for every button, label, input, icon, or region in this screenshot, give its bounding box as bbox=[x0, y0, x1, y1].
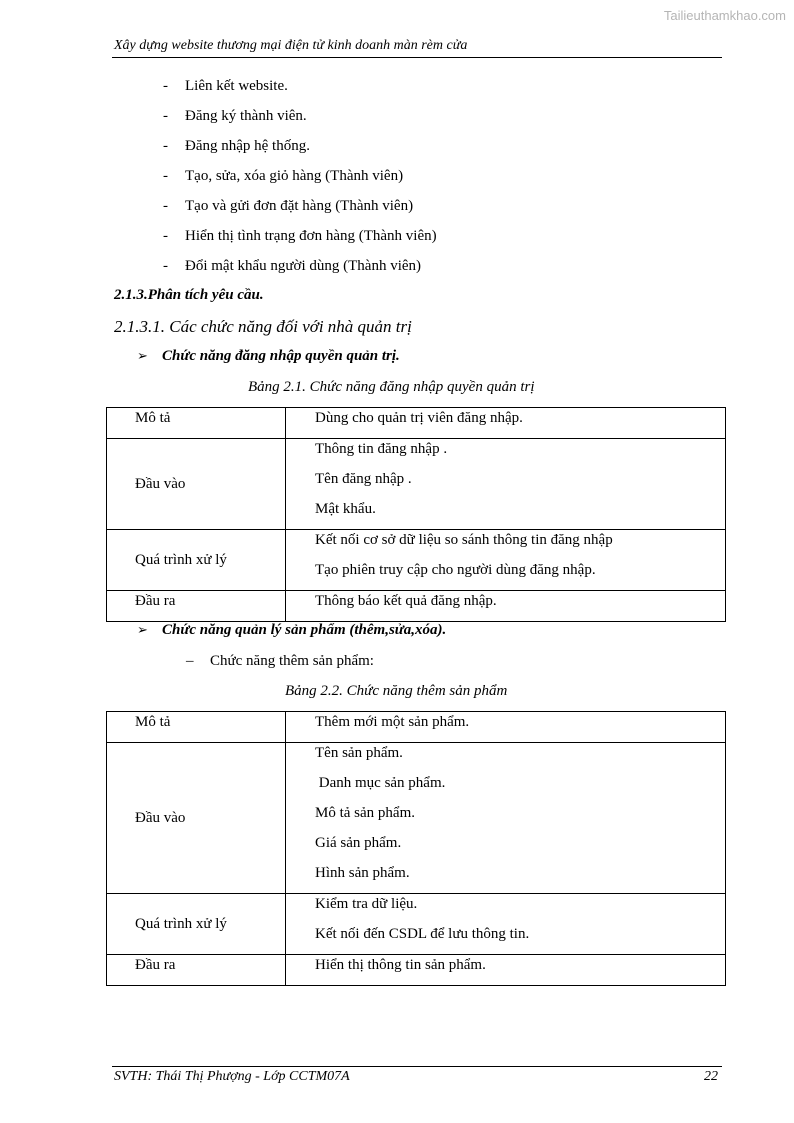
watermark: Tailieuthamkhao.com bbox=[663, 8, 786, 23]
table-row: Mô tả Dùng cho quản trị viên đăng nhập. bbox=[107, 408, 726, 439]
table-row: Đầu vào Thông tin đăng nhập . Tên đăng nhập . Mật khẩu. bbox=[107, 439, 726, 530]
add-product-table bbox=[106, 711, 726, 986]
table-row: Quá trình xử lý Kiểm tra dữ liệu. Kết nối đến CSDL để lưu thông tin. bbox=[107, 894, 726, 955]
page-number: 22 bbox=[704, 1069, 718, 1084]
table-row: Đầu ra Hiển thị thông tin sản phẩm. bbox=[107, 955, 726, 986]
sub-item: – Chức năng thêm sản phẩm: bbox=[186, 653, 374, 669]
table-caption-1: Bảng 2.1. Chức năng đăng nhập quyền quản trị bbox=[248, 379, 535, 395]
table-row: Quá trình xử lý Kết nối cơ sở dữ liệu so sánh thông tin đăng nhập Tạo phiên truy cập cho người dùng đăng nhập. bbox=[107, 530, 726, 591]
arrow-bullet-icon: ➢ bbox=[137, 349, 148, 364]
arrow-bullet-icon: ➢ bbox=[137, 623, 148, 638]
subsection-heading: 2.1.3.1. Các chức năng đối với nhà quản trị bbox=[114, 317, 412, 336]
table-row: Đầu ra Thông báo kết quả đăng nhập. bbox=[107, 591, 726, 622]
login-function-table bbox=[106, 407, 726, 622]
footer-rule bbox=[112, 1066, 722, 1067]
table-caption-2: Bảng 2.2. Chức năng thêm sản phẩm bbox=[285, 683, 508, 699]
page-header: Xây dựng website thương mại điện tử kinh doanh màn rèm cửa bbox=[114, 38, 468, 53]
table-row: Mô tả Thêm mới một sản phẩm. bbox=[107, 712, 726, 743]
header-rule bbox=[112, 57, 722, 58]
page-footer: SVTH: Thái Thị Phượng - Lớp CCTM07A bbox=[114, 1069, 350, 1084]
table-row: Đầu vào Tên sản phẩm. Danh mục sản phẩm. Mô tả sản phẩm. Giá sản phẩm. Hình sản phẩm. bbox=[107, 743, 726, 894]
list-item: - Tạo và gửi đơn đặt hàng (Thành viên) bbox=[163, 198, 414, 214]
feature-list bbox=[163, 76, 437, 286]
list-item: - Đổi mật khẩu người dùng (Thành viên) bbox=[163, 258, 422, 274]
list-item: - Liên kết website. bbox=[163, 78, 288, 94]
heading-login-function: ➢ Chức năng đăng nhập quyền quản trị. bbox=[137, 348, 400, 364]
list-item: - Đăng ký thành viên. bbox=[163, 108, 307, 124]
list-item: - Đăng nhập hệ thống. bbox=[163, 138, 310, 154]
heading-product-management: ➢ Chức năng quản lý sản phẩm (thêm,sửa,xóa). bbox=[137, 622, 447, 638]
section-heading: 2.1.3.Phân tích yêu cầu. bbox=[114, 287, 264, 303]
list-item: - Tạo, sửa, xóa giỏ hàng (Thành viên) bbox=[163, 168, 404, 184]
list-item: - Hiển thị tình trạng đơn hàng (Thành viên) bbox=[163, 228, 437, 244]
